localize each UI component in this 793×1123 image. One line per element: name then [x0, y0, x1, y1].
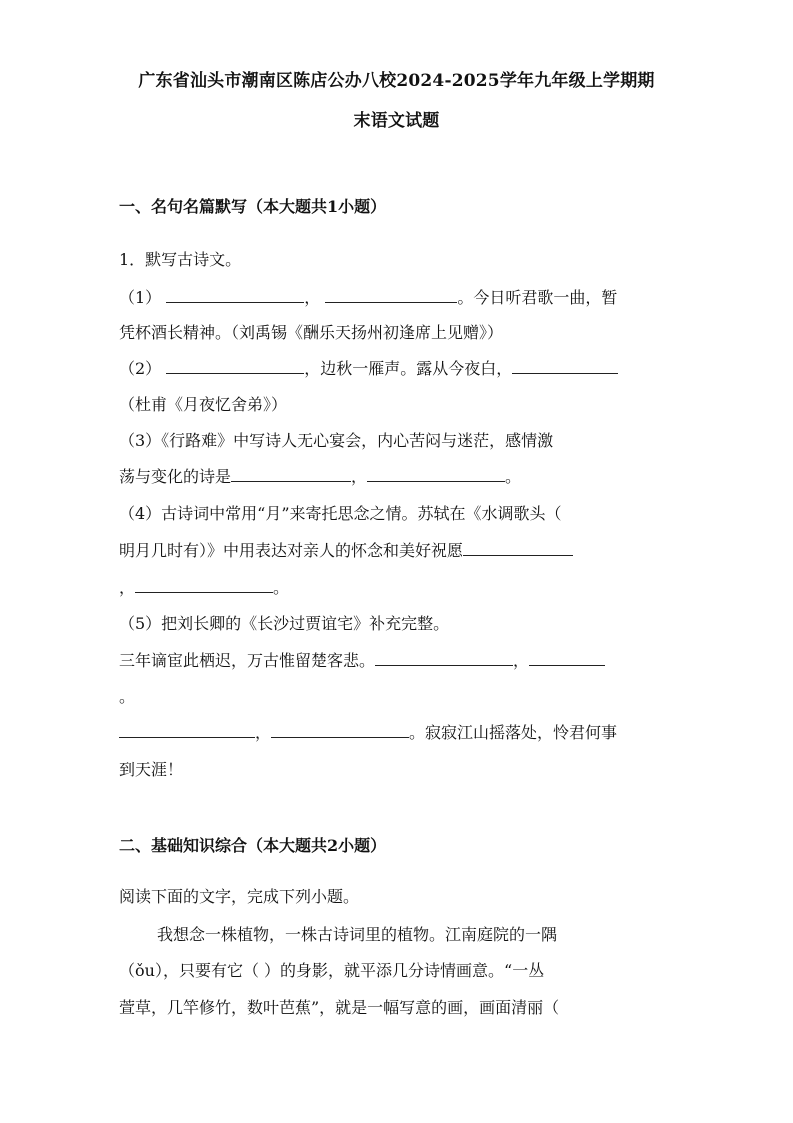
question-1-item-1-line-2: 凭杯酒长精神。（刘禹锡《酬乐天扬州初逢席上见赠》）	[119, 323, 504, 342]
passage-line-3: 萱草，几竿修竹，数叶芭蕉”，就是一幅写意的画，画面清丽（	[119, 998, 560, 1017]
question-1-item-5-line-3: 。	[119, 687, 136, 706]
item-1-label: （1）	[119, 288, 162, 307]
separator: ，	[119, 578, 136, 597]
question-1-item-5-line-5: 到天涯！	[119, 760, 184, 779]
section-1-heading: 一、名句名篇默写（本大题共1小题）	[119, 197, 387, 216]
section-2-heading: 二、基础知识综合（本大题共2小题）	[119, 836, 387, 855]
answer-blank[interactable]	[463, 541, 573, 556]
answer-blank[interactable]	[166, 288, 304, 303]
answer-blank[interactable]	[135, 578, 273, 593]
item-3-text: 荡与变化的诗是	[119, 467, 232, 486]
question-1-item-4-line-1: （4）古诗词中常用“月”来寄托思念之情。苏轼在《水调歌头（	[119, 504, 562, 523]
poem-text: 。寂寂江山摇落处，怜君何事	[409, 723, 618, 742]
answer-blank[interactable]	[119, 723, 255, 738]
separator: 。	[273, 578, 290, 597]
question-1-intro: 1．默写古诗文。	[119, 250, 242, 269]
question-1-item-5-line-2	[119, 648, 679, 671]
question-1-item-5-line-4	[119, 720, 679, 743]
answer-blank[interactable]	[367, 467, 505, 482]
answer-blank[interactable]	[375, 651, 513, 666]
item-2-text: ，边秋一雁声。露从今夜白，	[304, 359, 513, 378]
separator: ，	[255, 723, 272, 742]
answer-blank[interactable]	[231, 467, 351, 482]
answer-blank[interactable]	[529, 651, 605, 666]
document-title-line-1: 广东省汕头市潮南区陈店公办八校2024-2025学年九年级上学期期	[138, 71, 655, 91]
answer-blank[interactable]	[512, 359, 618, 374]
item-1-text: 。今日听君歌一曲，暂	[457, 288, 618, 307]
separator: ，	[304, 288, 321, 307]
document-title-line-2: 末语文试题	[353, 111, 440, 131]
item-4-text: 明月几时有）》中用表达对亲人的怀念和美好祝愿	[119, 541, 464, 560]
reading-instruction: 阅读下面的文字，完成下列小题。	[119, 887, 360, 906]
passage-line-2: （ǒu），只要有它（ ）的身影，就平添几分诗情画意。“一丛	[119, 961, 545, 980]
separator: ，	[513, 651, 530, 670]
question-1-item-3-line-1: （3）《行路难》中写诗人无心宴会，内心苦闷与迷茫，感情激	[119, 431, 554, 450]
question-1-item-2-line-1	[119, 356, 679, 379]
separator: 。	[505, 467, 522, 486]
passage-line-1: 我想念一株植物，一株古诗词里的植物。江南庭院的一隅	[157, 925, 558, 944]
answer-blank[interactable]	[325, 288, 457, 303]
separator: ，	[351, 467, 368, 486]
question-1-item-3-line-2	[119, 464, 679, 487]
question-1-item-4-line-3	[119, 575, 679, 598]
answer-blank[interactable]	[166, 359, 304, 374]
question-1-item-5-line-1: （5）把刘长卿的《长沙过贾谊宅》补充完整。	[119, 614, 450, 633]
question-1-item-4-line-2	[119, 538, 679, 561]
poem-text: 三年谪宦此栖迟，万古惟留楚客悲。	[119, 651, 376, 670]
question-1-item-1-line-1	[119, 285, 679, 308]
question-1-item-2-line-2: （杜甫《月夜忆舍弟》）	[119, 395, 288, 414]
answer-blank[interactable]	[271, 723, 409, 738]
item-2-label: （2）	[119, 359, 162, 378]
